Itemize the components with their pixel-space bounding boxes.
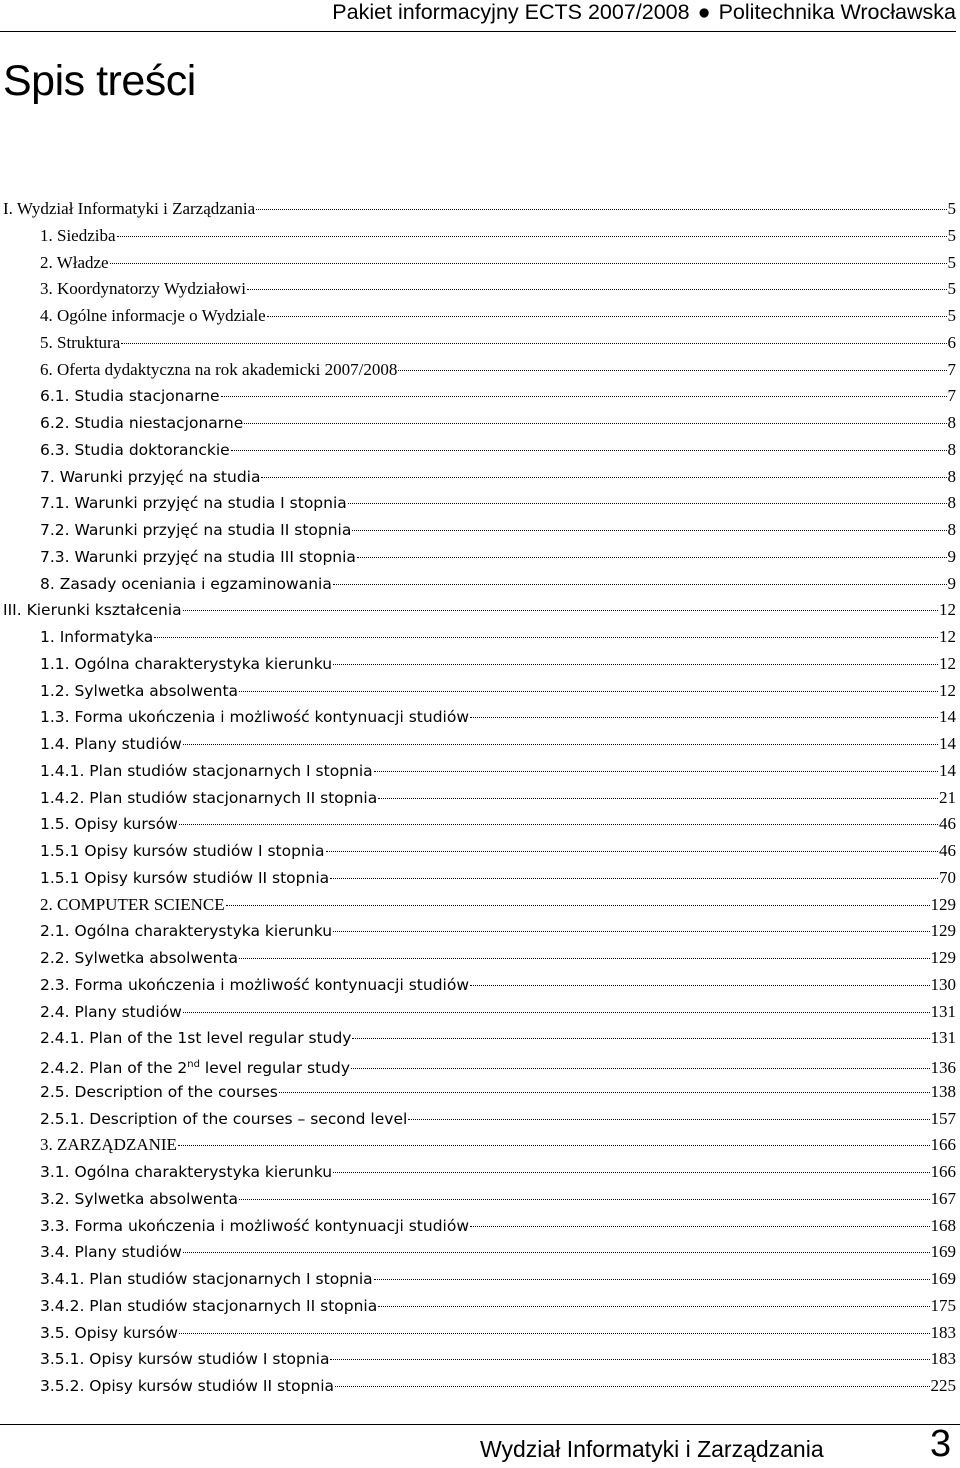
toc-entry-page: 6: [947, 332, 956, 352]
toc-dot-leader: [335, 1386, 929, 1387]
toc-entry-page: 8: [947, 520, 956, 539]
footer-faculty-name: Wydział Informatyki i Zarządzania: [480, 1436, 824, 1462]
toc-entry-text: I. Wydział Informatyki i Zarządzania: [3, 199, 256, 218]
toc-dot-leader: [117, 236, 947, 237]
toc-entry-title: [40, 679, 239, 703]
toc-entry-text: 3.4. Plany studiów: [40, 1243, 182, 1262]
toc-entry-page: 183: [930, 1322, 956, 1342]
toc-entry-title: [40, 358, 398, 382]
toc-entry[interactable]: [40, 411, 956, 435]
toc-entry-page: 169: [930, 1269, 956, 1288]
toc-entry-page: 5: [947, 225, 956, 245]
toc-entry[interactable]: [40, 946, 956, 970]
toc-dot-leader: [330, 878, 938, 879]
toc-entry-text: 1.4.1. Plan studiów stacjonarnych I stopnia: [40, 761, 373, 780]
toc-entry-text: III. Kierunki kształcenia: [3, 601, 182, 620]
toc-entry-text: 2.1. Ogólna charakterystyka kierunku: [40, 922, 333, 941]
toc-entry-text: 2. Władze: [40, 252, 109, 272]
toc-entry-page: 166: [930, 1135, 956, 1155]
toc-entry-title: [40, 1294, 378, 1318]
toc-entry-title: [40, 652, 333, 676]
toc-entry-title: [40, 1080, 279, 1104]
toc-dot-leader: [374, 1279, 930, 1280]
toc-dot-leader: [374, 771, 938, 772]
toc-entry-text: 1. Siedziba: [40, 225, 116, 245]
footer-divider: [0, 1424, 960, 1425]
toc-entry[interactable]: [40, 518, 956, 542]
toc-entry-text: 2.2. Sylwetka absolwenta: [40, 949, 239, 967]
toc-dot-leader: [378, 798, 938, 799]
toc-entry-page: 12: [939, 627, 956, 646]
toc-entry-text: 7. Warunki przyjęć na studia: [40, 467, 261, 486]
page-number: 3: [930, 1423, 952, 1465]
toc-entry-text: 7.1. Warunki przyjęć na studia I stopnia: [40, 494, 347, 513]
toc-entry[interactable]: [40, 384, 956, 408]
toc-entry-title: [40, 438, 231, 462]
toc-entry-text: 8. Zasady oceniania i egzaminowania: [40, 574, 332, 593]
toc-entry-title: [40, 1187, 239, 1211]
toc-entry-text: 1.2. Sylwetka absolwenta: [40, 681, 239, 700]
toc-entry-title: [40, 572, 333, 596]
toc-entry-title: [40, 384, 221, 408]
toc-entry-text: 6.3. Studia doktoranckie: [40, 440, 230, 459]
toc-entry[interactable]: [40, 1214, 956, 1238]
toc-entry-text: 3.1. Ogólna charakterystyka kierunku: [40, 1163, 333, 1181]
toc-dot-leader: [226, 905, 930, 906]
toc-entry[interactable]: [40, 277, 956, 301]
toc-dot-leader: [398, 370, 946, 371]
toc-entry[interactable]: [40, 652, 956, 676]
toc-entry[interactable]: [40, 732, 956, 756]
toc-entry-text: 3. Koordynatorzy Wydziałowi: [40, 279, 246, 299]
toc-entry[interactable]: [3, 598, 956, 622]
toc-entry-page: 14: [939, 707, 956, 727]
toc-entry-text: 2.4.2. Plan of the 2: [40, 1059, 188, 1078]
toc-entry-page: 169: [930, 1242, 956, 1262]
toc-entry-text: 4. Ogólne informacje o Wydziale: [40, 306, 266, 325]
toc-entry-title: [40, 1321, 179, 1345]
toc-entry-text: 7.3. Warunki przyjęć na studia III stopnia: [40, 547, 356, 566]
toc-entry-text: 1.3. Forma ukończenia i możliwość kontynuacji studiów: [40, 708, 469, 727]
toc-entry[interactable]: [40, 465, 956, 489]
toc-entry-title: [40, 304, 267, 328]
toc-entry-page: 129: [930, 948, 956, 967]
toc-dot-leader: [183, 744, 938, 745]
toc-entry-title: [40, 625, 154, 649]
toc-entry-page: 14: [939, 734, 956, 753]
toc-entry-page: 46: [939, 814, 956, 834]
toc-entry-title: [40, 812, 179, 836]
toc-dot-leader: [256, 209, 946, 210]
page-title: Spis treści: [3, 57, 196, 105]
toc-entry[interactable]: [40, 893, 956, 917]
toc-entry-text: 3.5.1. Opisy kursów studiów I stopnia: [40, 1350, 330, 1369]
toc-entry[interactable]: [40, 304, 956, 328]
toc-entry-title: [40, 866, 330, 890]
toc-entry-page: 136: [930, 1058, 956, 1078]
toc-entry-page: 70: [939, 867, 956, 887]
toc-entry-text: 2.4.1. Plan of the 1st level regular study: [40, 1029, 352, 1048]
toc-entry-title: [40, 705, 470, 729]
toc-entry-text: 1.1. Ogólna charakterystyka kierunku: [40, 654, 333, 673]
toc-entry-title: [40, 1267, 374, 1291]
toc-entry-text: 1.5.1 Opisy kursów studiów I stopnia: [40, 842, 325, 860]
toc-entry-text: 1.4.2. Plan studiów stacjonarnych II stopnia: [40, 788, 378, 807]
toc-entry-title: [40, 277, 247, 301]
toc-dot-leader: [352, 1038, 929, 1039]
toc-entry-page: 14: [939, 760, 956, 780]
toc-entry-title: [40, 518, 352, 542]
toc-entry[interactable]: [40, 919, 956, 943]
toc-entry-text-after: level regular study: [199, 1059, 351, 1078]
toc-entry-page: 8: [947, 439, 956, 459]
toc-entry-text: 7.2. Warunki przyjęć na studia II stopnia: [40, 521, 352, 539]
toc-entry-title: [40, 1026, 352, 1050]
toc-dot-leader: [333, 584, 947, 585]
toc-dot-leader: [333, 664, 938, 665]
toc-dot-leader: [239, 1199, 929, 1200]
toc-entry-title: [40, 1214, 470, 1238]
toc-entry-title: [40, 224, 117, 248]
toc-entry-title: [40, 1133, 178, 1157]
toc-dot-leader: [239, 691, 938, 692]
toc-entry-title: [40, 1347, 330, 1371]
toc-entry-title: [40, 545, 357, 569]
header-institution: Politechnika Wrocławska: [718, 0, 956, 24]
toc-entry[interactable]: [40, 545, 956, 569]
toc-entry[interactable]: [40, 1187, 956, 1211]
toc-entry[interactable]: [3, 197, 956, 221]
toc-entry-page: 7: [947, 359, 956, 379]
toc-entry[interactable]: [40, 866, 956, 890]
toc-entry[interactable]: [40, 1026, 956, 1050]
toc-entry-text: 1.5.1 Opisy kursów studiów II stopnia: [40, 868, 330, 887]
toc-entry-page: 8: [947, 466, 956, 486]
toc-entry[interactable]: [40, 1374, 956, 1398]
toc-dot-leader: [183, 610, 938, 611]
toc-dot-leader: [154, 637, 938, 638]
toc-entry-page: 46: [939, 841, 956, 860]
toc-entry-title: [40, 946, 239, 970]
toc-entry-page: 7: [947, 386, 956, 406]
toc-entry-title: [40, 839, 326, 863]
toc-entry-text: 2.5. Description of the courses: [40, 1082, 278, 1101]
toc-entry[interactable]: [40, 1107, 956, 1131]
toc-entry-page: 131: [930, 1028, 956, 1048]
header-document-title: Pakiet informacyjny ECTS 2007/2008: [332, 0, 690, 24]
toc-dot-leader: [330, 1359, 929, 1360]
toc-entry-text: 6.2. Studia niestacjonarne: [40, 414, 244, 432]
toc-entry-page: 138: [930, 1081, 956, 1101]
toc-entry[interactable]: [40, 679, 956, 703]
toc-entry-title: [40, 1000, 183, 1024]
toc-dot-leader: [279, 1092, 930, 1093]
toc-entry-title: [40, 1053, 351, 1080]
toc-entry-title: [40, 331, 121, 355]
toc-entry-title: [40, 1107, 408, 1131]
toc-dot-leader: [110, 263, 947, 264]
toc-entry-title: [40, 973, 470, 997]
toc-entry[interactable]: [40, 839, 956, 863]
header-bullet: ●: [697, 0, 711, 24]
toc-entry-text: 5. Struktura: [40, 332, 121, 352]
toc-entry[interactable]: [40, 1000, 956, 1024]
toc-dot-leader: [183, 1012, 930, 1013]
toc-entry-page: 130: [930, 974, 956, 994]
toc-entry-page: 129: [930, 894, 956, 914]
toc-entry[interactable]: [40, 1347, 956, 1371]
page-header: [0, 0, 956, 32]
toc-entry-page: 157: [930, 1108, 956, 1128]
toc-entry-text: 2. COMPUTER SCIENCE: [40, 894, 225, 914]
toc-entry[interactable]: [40, 331, 956, 355]
toc-entry-title: [40, 491, 348, 515]
toc-dot-leader: [470, 717, 938, 718]
toc-dot-leader: [408, 1119, 929, 1120]
toc-entry[interactable]: [40, 705, 956, 729]
toc-entry-text: 3. ZARZĄDZANIE: [40, 1135, 177, 1155]
toc-dot-leader: [470, 985, 930, 986]
toc-dot-leader: [326, 851, 938, 852]
toc-entry[interactable]: [40, 759, 956, 783]
toc-entry-title: [3, 197, 256, 221]
toc-entry[interactable]: [40, 1160, 956, 1184]
toc-entry-text: 3.5. Opisy kursów: [40, 1323, 178, 1342]
toc-dot-leader: [378, 1306, 929, 1307]
toc-entry-title: [40, 411, 244, 435]
toc-entry-title: [40, 1374, 335, 1398]
toc-entry-page: 166: [930, 1162, 956, 1181]
toc-entry[interactable]: [40, 812, 956, 836]
toc-entry[interactable]: [40, 224, 956, 248]
toc-entry-page: 8: [947, 413, 956, 432]
toc-dot-leader: [121, 343, 946, 344]
toc-entry-title: [40, 465, 261, 489]
toc-entry-page: 5: [947, 306, 956, 325]
toc-entry[interactable]: [40, 491, 956, 515]
toc-dot-leader: [357, 557, 947, 558]
toc-entry[interactable]: [40, 1267, 956, 1291]
toc-entry-text: 3.4.2. Plan studiów stacjonarnych II stopnia: [40, 1296, 378, 1315]
toc-dot-leader: [179, 824, 938, 825]
toc-entry[interactable]: [40, 572, 956, 596]
toc-entry[interactable]: [40, 1294, 956, 1318]
toc-entry-page: 12: [939, 653, 956, 673]
toc-entry-text: 1.5. Opisy kursów: [40, 815, 178, 834]
toc-dot-leader: [231, 450, 947, 451]
toc-entry-text: 2.5.1. Description of the courses – second level: [40, 1109, 408, 1128]
toc-entry-title: [40, 919, 333, 943]
toc-entry-page: 9: [947, 546, 956, 566]
toc-entry-text: 2.3. Forma ukończenia i możliwość kontynuacji studiów: [40, 975, 469, 994]
toc-entry[interactable]: [40, 625, 956, 649]
toc-entry[interactable]: [40, 1080, 956, 1104]
toc-entry-text: 1.4. Plany studiów: [40, 735, 182, 753]
toc-entry-text: 3.5.2. Opisy kursów studiów II stopnia: [40, 1377, 335, 1395]
toc-entry-page: 5: [947, 199, 956, 218]
toc-entry-text: 6.1. Studia stacjonarne: [40, 387, 220, 406]
toc-dot-leader: [239, 958, 929, 959]
toc-entry-page: 5: [947, 252, 956, 272]
toc-entry-text: 3.2. Sylwetka absolwenta: [40, 1189, 239, 1208]
toc-dot-leader: [221, 396, 947, 397]
toc-entry[interactable]: [40, 1053, 956, 1077]
toc-entry-title: [40, 1160, 333, 1184]
toc-entry[interactable]: [40, 1321, 956, 1345]
toc-entry-title: [40, 759, 374, 783]
toc-entry[interactable]: [40, 973, 956, 997]
toc-entry-page: 5: [947, 279, 956, 299]
toc-entry-page: 225: [930, 1376, 956, 1395]
toc-entry-title: [40, 732, 183, 756]
toc-entry-page: 9: [947, 573, 956, 593]
toc-entry-page: 131: [930, 1001, 956, 1021]
toc-entry-title: [40, 1240, 183, 1264]
toc-dot-leader: [352, 530, 946, 531]
toc-entry[interactable]: [40, 358, 956, 382]
toc-dot-leader: [247, 289, 947, 290]
toc-dot-leader: [183, 1252, 930, 1253]
toc-entry[interactable]: [40, 438, 956, 462]
toc-entry-text: 1. Informatyka: [40, 628, 154, 646]
toc-entry-page: 183: [930, 1349, 956, 1369]
toc-entry-text: 3.3. Forma ukończenia i możliwość kontynuacji studiów: [40, 1216, 469, 1235]
toc-entry-text: 6. Oferta dydaktyczna na rok akademicki 2007/2008: [40, 359, 398, 379]
toc-entry-title: [40, 893, 226, 917]
toc-dot-leader: [333, 1172, 929, 1173]
toc-entry-superscript: nd: [187, 1059, 200, 1070]
toc-dot-leader: [348, 503, 947, 504]
toc-entry-page: 167: [930, 1188, 956, 1208]
toc-dot-leader: [351, 1068, 929, 1069]
toc-entry-title: [40, 251, 110, 275]
toc-entry[interactable]: [40, 1240, 956, 1264]
toc-entry[interactable]: [40, 1133, 956, 1157]
toc-entry-title: [3, 598, 183, 622]
toc-entry-page: 175: [930, 1295, 956, 1315]
toc-dot-leader: [470, 1226, 930, 1227]
toc-dot-leader: [244, 423, 946, 424]
toc-entry-text: 3.4.1. Plan studiów stacjonarnych I stopnia: [40, 1270, 373, 1288]
toc-entry-title: [40, 786, 378, 810]
toc-dot-leader: [333, 931, 929, 932]
toc-entry-page: 129: [930, 921, 956, 941]
toc-entry-page: 8: [947, 493, 956, 513]
toc-entry-page: 12: [939, 680, 956, 700]
toc-entry-page: 168: [930, 1215, 956, 1235]
toc-entry-page: 21: [939, 787, 956, 807]
toc-dot-leader: [261, 477, 946, 478]
toc-dot-leader: [179, 1333, 930, 1334]
toc-entry[interactable]: [40, 786, 956, 810]
toc-entry-text: 2.4. Plany studiów: [40, 1002, 182, 1021]
toc-entry[interactable]: [40, 251, 956, 275]
toc-dot-leader: [178, 1145, 930, 1146]
toc-dot-leader: [267, 316, 947, 317]
toc-entry-page: 12: [939, 600, 956, 620]
